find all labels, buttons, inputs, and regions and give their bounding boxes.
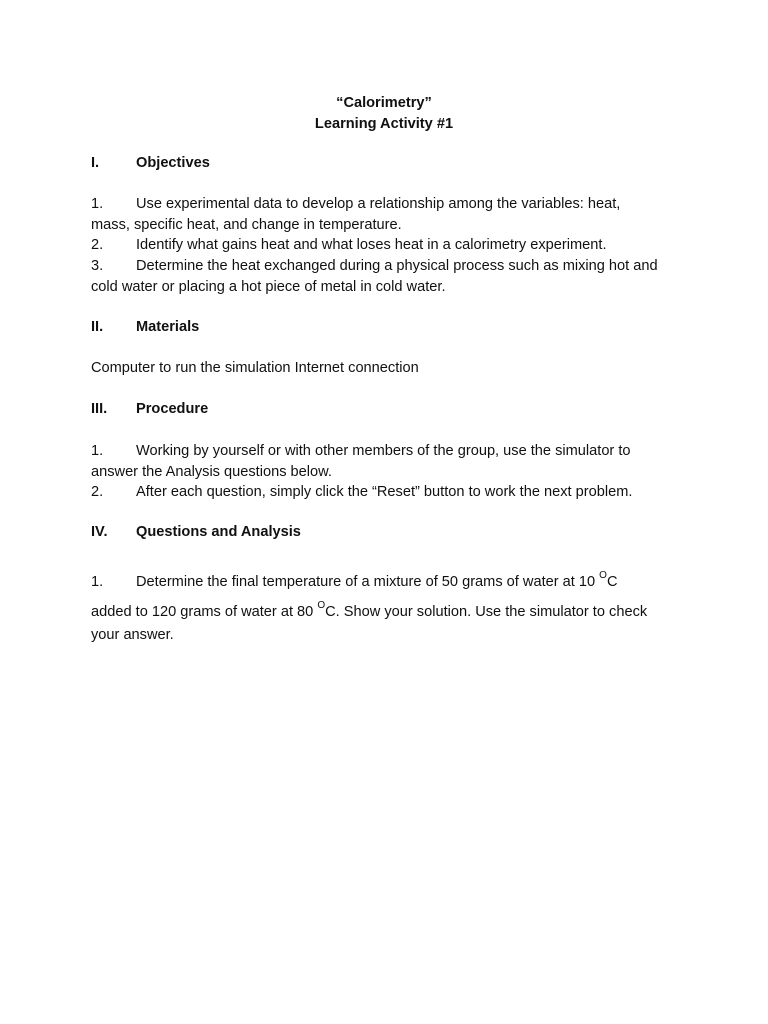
objective-item-3 [91,256,691,297]
item-text-continued: cold water or placing a hot piece of metal in cold water. [91,278,446,295]
item-text-continued: answer the Analysis questions below. [91,463,332,480]
item-number: 1. [91,443,104,459]
section-heading-procedure [91,399,681,420]
item-text: After each question, simply click the “Reset” button to work the next problem. [136,484,633,500]
question-1-line-3: your answer. [91,627,174,643]
section-number: IV. [91,524,108,540]
section-number: I. [91,155,100,171]
degree-symbol: O [599,570,607,581]
question-text: added to 120 grams of water at 80 [91,604,318,620]
question-text: Determine the final temperature of a mixture of 50 grams of water at 10 [136,574,600,590]
section-title: Materials [136,319,200,335]
section-number: III. [91,401,108,417]
document-title [0,93,768,134]
question-1-line-2 [91,602,691,623]
materials-text: Computer to run the simulation Internet connection [91,360,419,376]
item-text: Determine the heat exchanged during a physical process such as mixing hot and [136,258,658,274]
title-line-1: “Calorimetry” [336,95,432,111]
section-title: Objectives [136,155,210,171]
objective-item-1 [91,194,691,235]
section-title: Questions and Analysis [136,524,301,540]
item-number: 1. [91,574,104,590]
item-text: Use experimental data to develop a relationship among the variables: heat, [136,196,621,212]
question-text: C. Show your solution. Use the simulator to check [325,604,648,620]
unit-text: C [606,574,618,590]
degree-symbol: O [317,600,326,611]
section-heading-questions [91,522,681,543]
item-text: Identify what gains heat and what loses heat in a calorimetry experiment. [136,237,607,253]
item-number: 1. [91,196,104,212]
item-text: Working by yourself or with other members of the group, use the simulator to [136,443,631,459]
procedure-item-2 [91,482,691,503]
section-heading-materials [91,317,681,338]
procedure-item-1 [91,441,691,482]
item-number: 3. [91,258,104,274]
item-number: 2. [91,237,104,253]
section-heading-objectives [91,153,681,174]
objective-item-2 [91,235,691,256]
item-text-continued: mass, specific heat, and change in temperature. [91,216,402,233]
title-line-2: Learning Activity #1 [314,115,454,132]
item-number: 2. [91,484,104,500]
section-title: Procedure [136,401,209,417]
question-1-line-1 [91,572,691,593]
section-number: II. [91,319,104,335]
